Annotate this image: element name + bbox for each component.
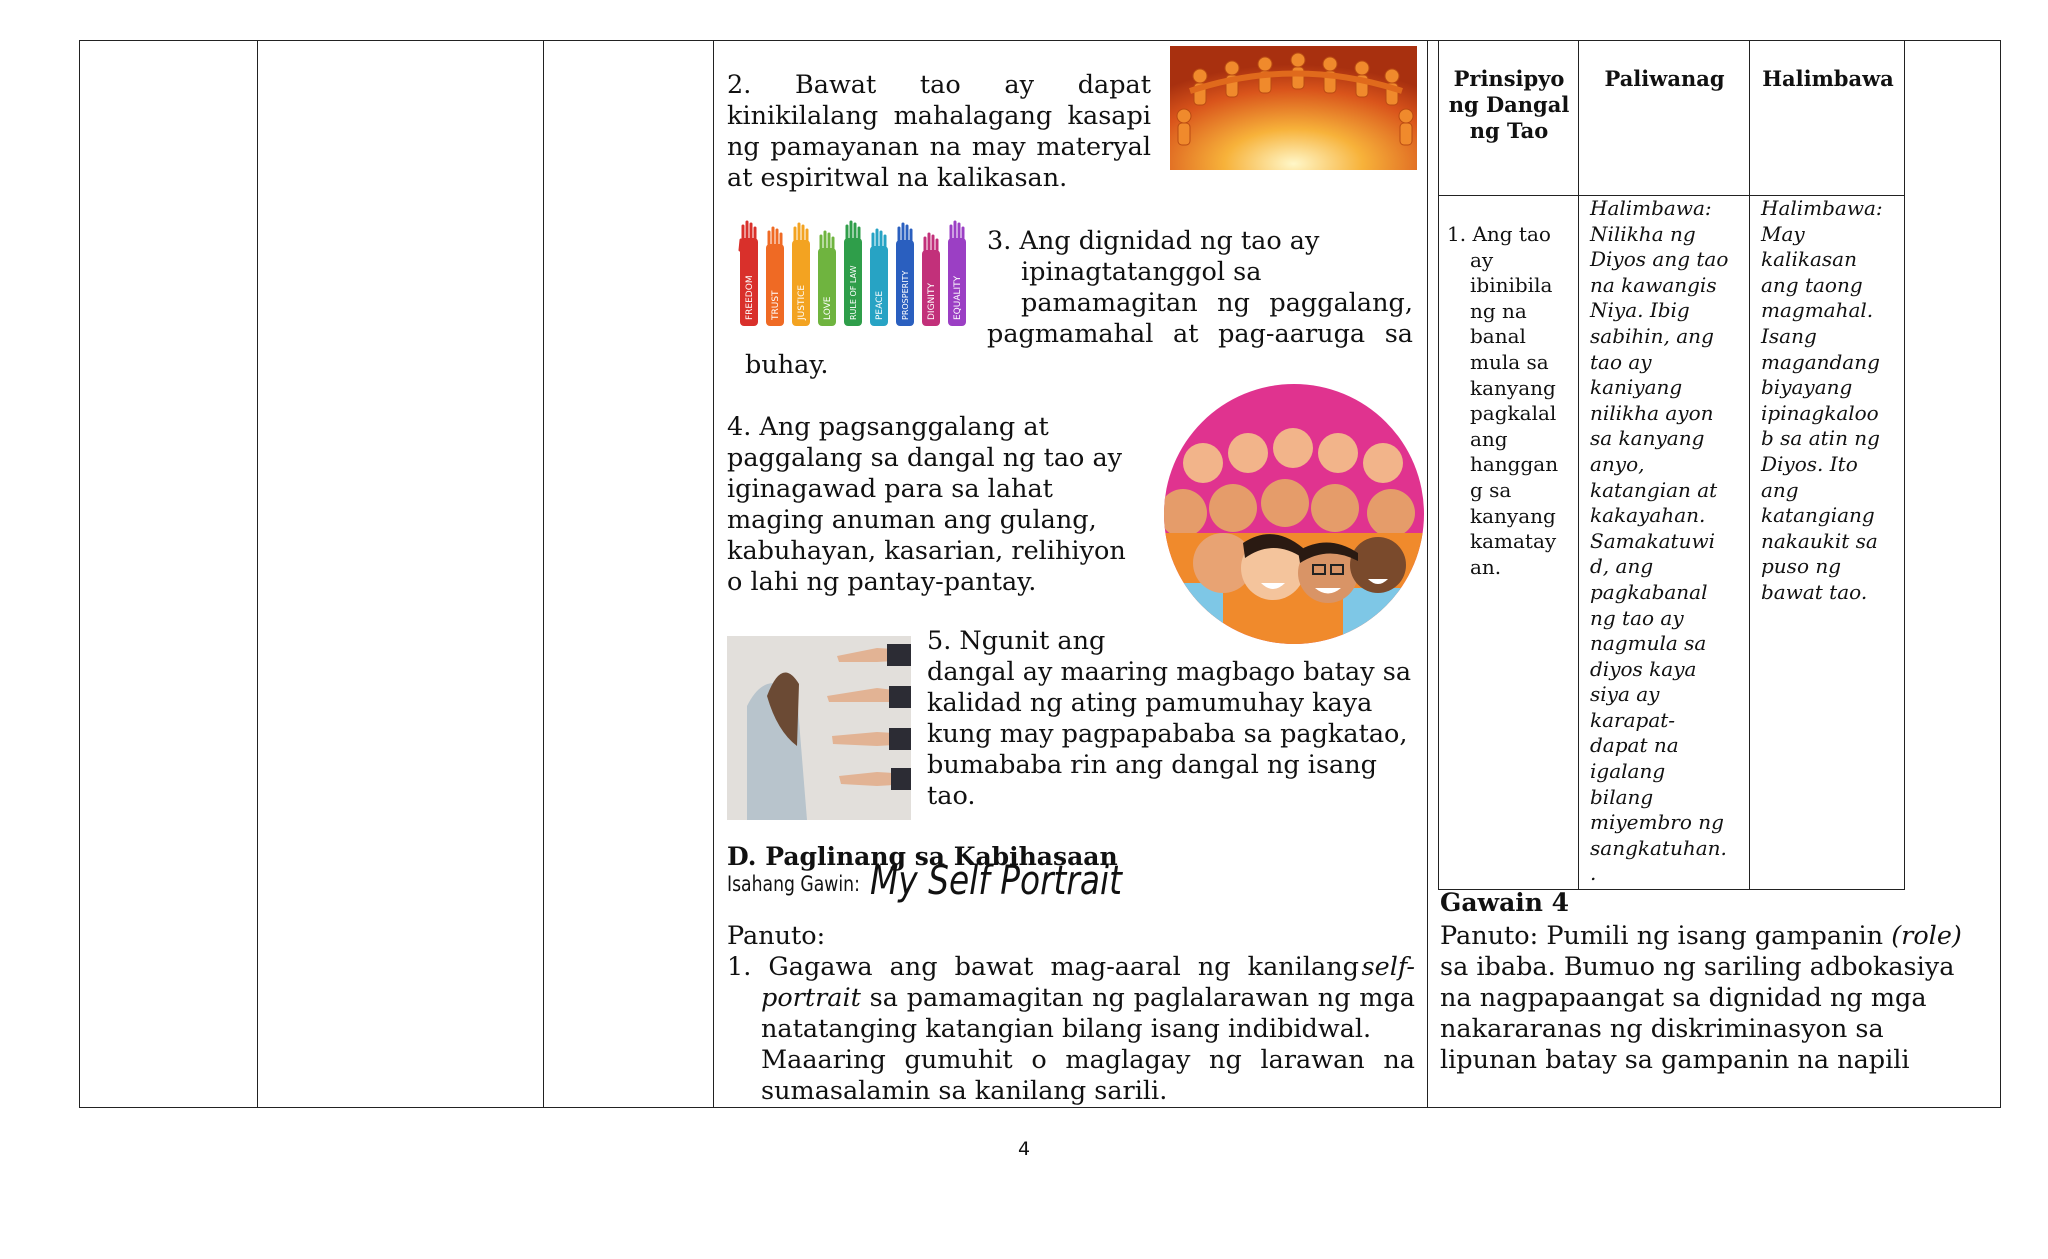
header-halimbawa: Halimbawa	[1762, 66, 1894, 91]
principle-4-text: 4. Ang pagsanggalang at paggalang sa dangal ng tao ay iginagawad para sa lahat maging anuman ang gulang, kabuhayan, kasarian, relihiyon o lahi ng pantay-pantay.	[727, 412, 1126, 597]
svg-text:PROSPERITY: PROSPERITY	[901, 270, 910, 320]
header-paliwanag: Paliwanag	[1604, 66, 1725, 91]
gawain-4-instructions: Panuto: Pumili ng isang gampanin (role) sa ibaba. Bumuo ng sariling adbokasiya na nagpapaangat sa dignidad ng mga nakararanas ng diskriminasyon sa lipunan batay sa gampanin na napili	[1440, 921, 1962, 1075]
cell-halimbawa: Halimbawa: May kalikasan ang taong magmahal. Isang magandang biyayang ipinagkaloo b sa atin ng Diyos. Ito ang katangiang nakaukit sa puso ng bawat tao.	[1761, 196, 1883, 604]
column-divider	[1427, 40, 1428, 1108]
column-divider	[257, 40, 258, 1108]
svg-text:RULE OF LAW: RULE OF LAW	[849, 265, 858, 320]
table-column-divider	[1749, 40, 1750, 890]
panuto-label: Panuto:	[727, 921, 826, 951]
cell-paliwanag: Halimbawa: Nilikha ng Diyos ang tao na kawangis Niya. Ibig sabihin, ang tao ay kaniyang nilikha ayon sa kanyang anyo, katangian at kakayahan. Samakatuwi d, ang pagkabanal ng tao ay nagmula sa diyos kaya siya ay karapat- dapat na igalang bilang miyembro ng sangkatuhan. .	[1590, 196, 1729, 886]
principle-2-text: 2. Bawat tao ay dapat kinikilalang mahalagang kasapi ng pamayanan na may materyal at espiritwal na kalikasan.	[727, 70, 1151, 193]
svg-text:TRUST: TRUST	[771, 290, 781, 320]
activity-label: Isahang Gawin:	[727, 872, 860, 896]
principle-3-text-end: buhay.	[745, 350, 829, 380]
page-number: 4	[1017, 1138, 1031, 1160]
column-divider	[543, 40, 544, 1108]
principle-3-text: 3. Ang dignidad ng tao ay ipinagtatanggol sa pamamagitan ng paggalang, pagmamahal at pag-aaruga sa	[987, 226, 1413, 349]
svg-text:JUSTICE: JUSTICE	[797, 284, 807, 320]
activity-steps: 1. Gagawa ang bawat mag-aaral ng kanilang self- portrait sa pamamagitan ng paglalarawan ng mga natatanging katangian bilang isang indibidwal. Maaaring gumuhit o maglagay ng larawan na sumasalamin sa kanilang sarili.	[727, 952, 1415, 1106]
cell-principle-1: 1. Ang tao ay ibinibila ng na banal mula sa kanyang pagkalal ang hanggan g sa kanyang kamatay an.	[1447, 222, 1559, 579]
section-heading: D. Paglinang sa Kabihasaan	[727, 842, 1118, 871]
svg-text:FREEDOM: FREEDOM	[745, 275, 755, 320]
diverse-crowd-image	[1163, 383, 1425, 645]
pointing-fingers-image	[727, 636, 911, 820]
svg-text:LOVE: LOVE	[823, 296, 833, 320]
table-column-divider	[1578, 40, 1579, 890]
activity-title: My Self Portrait	[870, 858, 1122, 904]
gawain-4-heading: Gawain 4	[1440, 888, 1570, 917]
column-divider	[713, 40, 714, 1108]
svg-text:DIGNITY: DIGNITY	[927, 283, 937, 320]
svg-text:PEACE: PEACE	[875, 290, 885, 320]
header-prinsipyo: Prinsipyo ng Dangal ng Tao	[1448, 66, 1570, 143]
activity-title-row	[727, 858, 1122, 904]
raised-hands-values-image	[733, 220, 973, 328]
svg-text:EQUALITY: EQUALITY	[953, 275, 963, 320]
principle-5-text: 5. Ngunit ang dangal ay maaring magbago batay sa kalidad ng ating pamumuhay kaya kung may pagpapababa sa pagkatao, bumababa rin ang dangal ng isang tao.	[927, 626, 1412, 811]
paper-people-image	[1170, 46, 1417, 170]
